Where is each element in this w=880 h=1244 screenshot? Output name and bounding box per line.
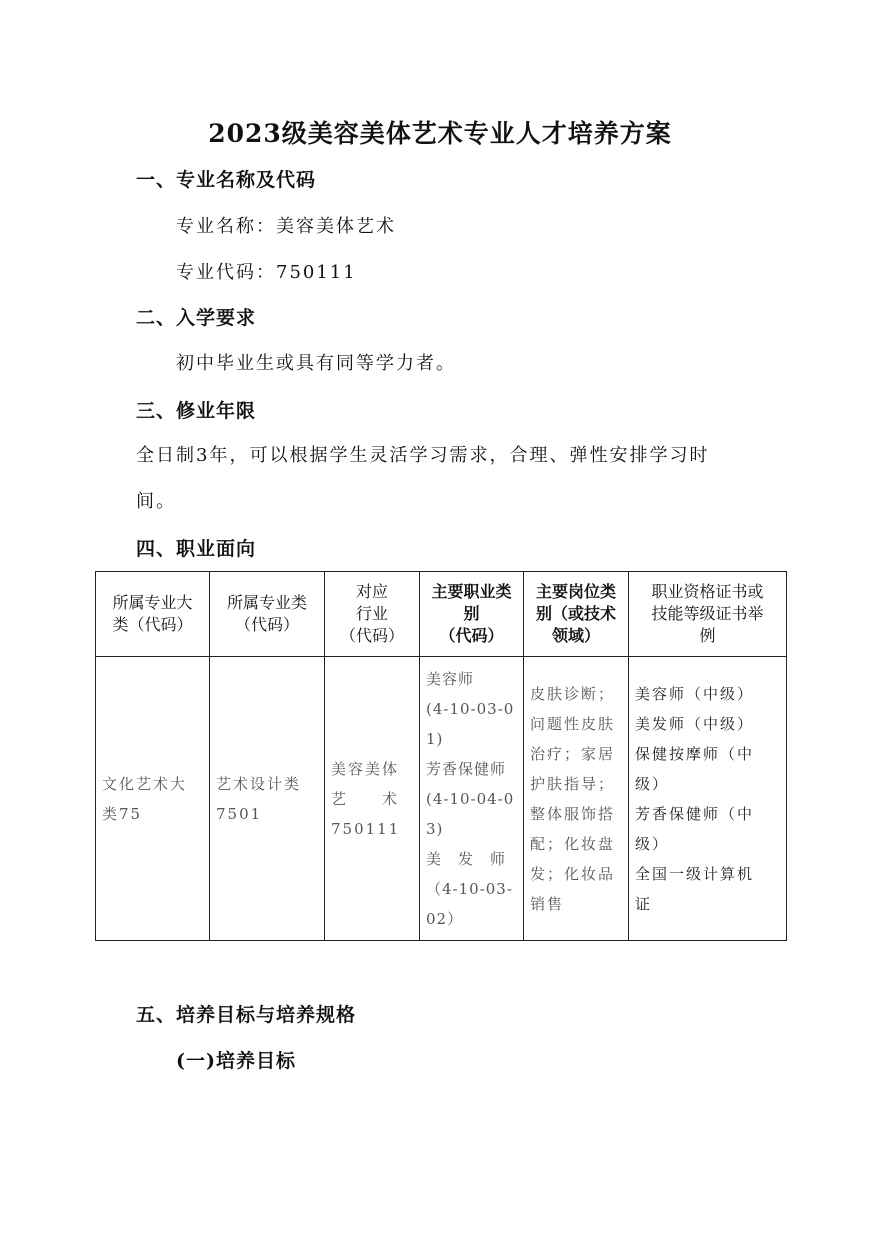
section-heading-2: 二、入学要求 (136, 307, 257, 329)
table-header-row (96, 572, 787, 657)
section-heading-5: 五、培养目标与培养规格 (136, 1004, 357, 1026)
section-heading-1: 一、专业名称及代码 (136, 169, 317, 191)
header-major-category: 所属专业大 类（代码） (96, 572, 210, 657)
subsection-heading-training-goal: (一)培养目标 (176, 1050, 296, 1072)
duration-text-line2: 间。 (136, 491, 176, 512)
document-title: 2023级美容美体艺术专业人才培养方案 (208, 119, 672, 148)
section-heading-4: 四、职业面向 (136, 538, 257, 560)
cell-major-category: 文化艺术大 类75 (96, 657, 210, 941)
cell-major-class: 艺术设计类 7501 (210, 657, 325, 941)
header-occupation: 主要职业类 别 （代码） (420, 572, 524, 657)
cell-industry: 美容美体 艺 术 750111 (325, 657, 420, 941)
cell-positions: 皮肤诊断； 问题性皮肤 治疗；家居 护肤指导； 整体服饰搭 配；化妆盘 发；化妆品 销售 (524, 657, 629, 941)
cell-certificates: 美容师（中级） 美发师（中级） 保健按摩师（中 级） 芳香保健师（中 级） 全国一级计算机 证 (629, 657, 787, 941)
header-major-class: 所属专业类 （代码） (210, 572, 325, 657)
cell-occupation: 美容师 (4-10-03-0 1) 芳香保健师 (4-10-04-0 3) 美 发 师 （4-10-03- 02） (420, 657, 524, 941)
major-code-line: 专业代码：750111 (176, 262, 357, 283)
section-heading-3: 三、修业年限 (136, 400, 257, 422)
table-row (96, 657, 787, 941)
admission-requirement: 初中毕业生或具有同等学力者。 (176, 353, 456, 374)
major-name-line: 专业名称：美容美体艺术 (176, 216, 396, 237)
duration-text-line1: 全日制3年，可以根据学生灵活学习需求，合理、弹性安排学习时 (136, 445, 710, 466)
header-industry: 对应 行业 （代码） (325, 572, 420, 657)
career-orientation-table (95, 571, 787, 941)
header-certificates: 职业资格证书或 技能等级证书举 例 (629, 572, 787, 657)
header-positions: 主要岗位类 别（或技术 领域） (524, 572, 629, 657)
